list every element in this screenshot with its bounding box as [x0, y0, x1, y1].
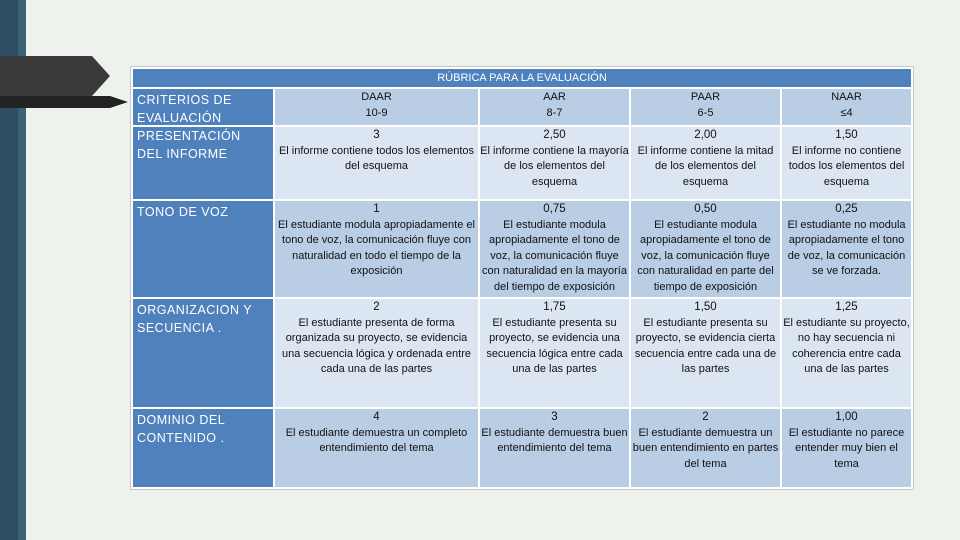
level-header-3 — [631, 89, 780, 125]
level-range: 6-5 — [697, 106, 714, 119]
cell-tono-4 — [782, 201, 911, 297]
score: 2,50 — [543, 129, 566, 141]
criterion-tono-de-voz — [133, 201, 273, 297]
score: 1,75 — [543, 301, 566, 313]
criterios-header — [133, 89, 273, 125]
descriptor: El estudiante demuestra un completo entendimiento del tema — [285, 426, 468, 454]
score: 1,50 — [835, 129, 858, 141]
score: 2,00 — [694, 129, 717, 141]
descriptor: El informe contiene la mayoría de los elementos del esquema — [480, 144, 629, 188]
cell-organizacion-2 — [480, 299, 629, 407]
criterion-organizacion — [133, 299, 273, 407]
cell-presentacion-4 — [782, 127, 911, 199]
descriptor: El estudiante su proyecto, no hay secuencia ni coherencia entre cada una de las partes — [783, 316, 910, 375]
table-title: RÚBRICA PARA LA EVALUACIÓN — [133, 69, 911, 87]
cell-organizacion-3 — [631, 299, 780, 407]
descriptor: El estudiante presenta su proyecto, se evidencia una secuencia lógica entre cada una de las partes — [486, 316, 623, 375]
descriptor: El informe contiene todos los elementos del esquema — [278, 144, 475, 172]
level-name: NAAR — [831, 91, 862, 103]
descriptor: El estudiante demuestra buen entendimiento del tema — [481, 426, 628, 454]
descriptor: El estudiante demuestra un buen entendimiento en partes del tema — [632, 426, 779, 470]
cell-tono-1 — [275, 201, 478, 297]
level-name: PAAR — [690, 91, 721, 103]
score: 1,50 — [694, 301, 717, 313]
descriptor: El estudiante modula apropiadamente el tono de voz, la comunicación fluye con naturalidad en parte del tiempo de exposición — [637, 218, 774, 293]
cell-dominio-3 — [631, 409, 780, 487]
descriptor: El estudiante no modula apropiadamente el tono de voz, la comunicación se ve forzada. — [787, 218, 906, 277]
criterion-presentacion — [133, 127, 273, 199]
level-range: 8-7 — [546, 106, 563, 119]
criterion-label: TONO DE VOZ — [137, 205, 229, 219]
score: 4 — [373, 411, 380, 423]
cell-presentacion-3 — [631, 127, 780, 199]
score: 0,75 — [543, 203, 566, 215]
decor-bar-bottom — [0, 96, 110, 108]
decor-bar-top — [0, 56, 92, 96]
score: 3 — [551, 411, 558, 423]
score: 1,00 — [835, 411, 858, 423]
decor-bar-top-tip — [92, 56, 110, 96]
level-range: ≤4 — [840, 106, 853, 119]
cell-presentacion-2 — [480, 127, 629, 199]
descriptor: El estudiante modula apropiadamente el tono de voz, la comunicación fluye con naturalidad en todo el tiempo de la exposición — [278, 218, 475, 277]
cell-dominio-1 — [275, 409, 478, 487]
level-range: 10-9 — [365, 106, 388, 119]
criterion-label: DOMINIO DEL CONTENIDO . — [137, 413, 225, 445]
level-name: DAAR — [361, 91, 392, 103]
descriptor: El estudiante presenta de forma organizada su proyecto, se evidencia una secuencia lógica y ordenada entre cada una de las partes — [282, 316, 471, 375]
cell-tono-3 — [631, 201, 780, 297]
level-header-2 — [480, 89, 629, 125]
level-header-1 — [275, 89, 478, 125]
cell-tono-2 — [480, 201, 629, 297]
score: 1 — [373, 203, 380, 215]
score: 0,25 — [835, 203, 858, 215]
score: 2 — [702, 411, 709, 423]
criterion-label: PRESENTACIÓN DEL INFORME — [137, 129, 241, 161]
descriptor: El informe no contiene todos los elementos del esquema — [788, 144, 905, 188]
cell-organizacion-4 — [782, 299, 911, 407]
decor-bar-bottom-tip — [110, 96, 128, 108]
score: 0,50 — [694, 203, 717, 215]
cell-presentacion-1 — [275, 127, 478, 199]
cell-dominio-2 — [480, 409, 629, 487]
score: 3 — [373, 129, 380, 141]
descriptor: El estudiante presenta su proyecto, se evidencia cierta secuencia entre cada una de las partes — [634, 316, 777, 375]
criterios-label: CRITERIOS DE EVALUACIÓN — [137, 93, 232, 125]
score: 2 — [373, 301, 380, 313]
criterion-label: ORGANIZACION Y SECUENCIA . — [137, 303, 252, 335]
descriptor: El estudiante no parece entender muy bien el tema — [788, 426, 905, 470]
level-name: AAR — [543, 91, 566, 103]
level-header-4 — [782, 89, 911, 125]
cell-organizacion-1 — [275, 299, 478, 407]
descriptor: El estudiante modula apropiadamente el tono de voz, la comunicación fluye con naturalidad en la mayoría del tiempo de exposición — [482, 218, 627, 293]
criterion-dominio — [133, 409, 273, 487]
descriptor: El informe contiene la mitad de los elementos del esquema — [637, 144, 774, 188]
score: 1,25 — [835, 301, 858, 313]
rubric-table — [130, 66, 914, 490]
cell-dominio-4 — [782, 409, 911, 487]
